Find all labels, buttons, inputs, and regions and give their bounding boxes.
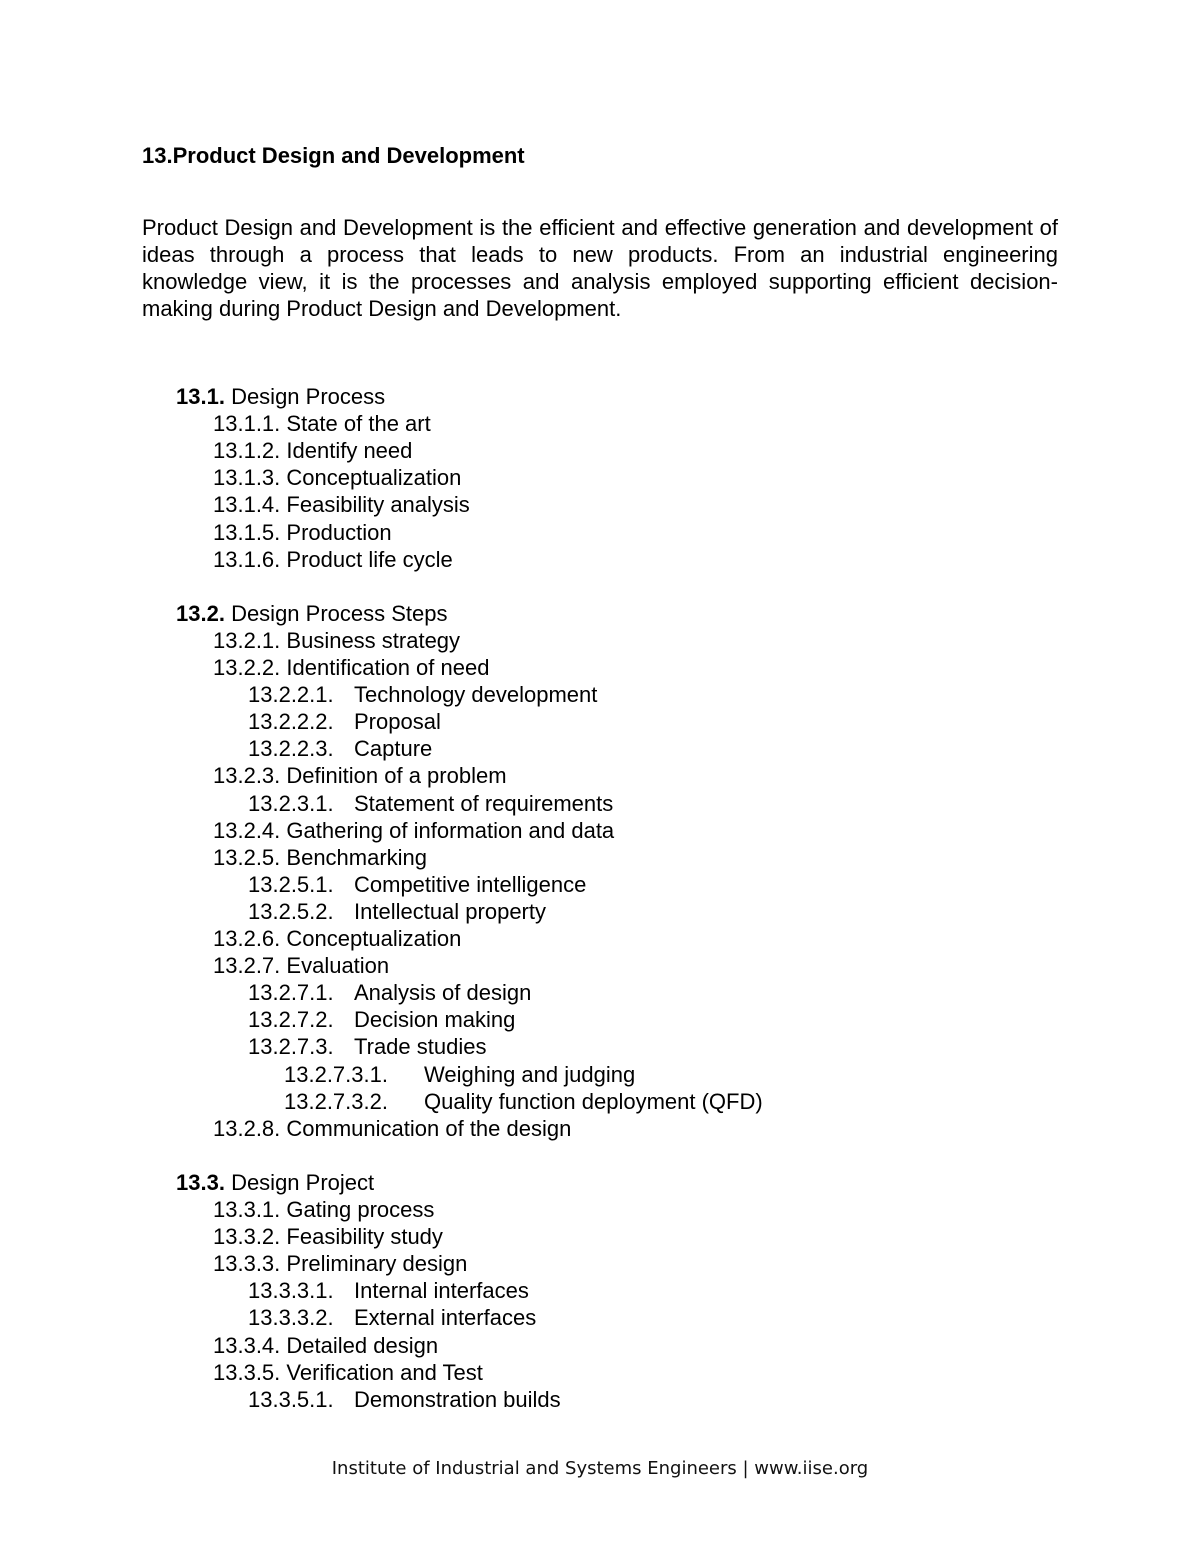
outline-item-level-1 [176, 1169, 374, 1196]
outline-item-level-2 [213, 464, 461, 491]
outline-item-text: Gathering of information and data [286, 818, 615, 843]
outline-item-level-2 [213, 546, 453, 573]
outline-item-text: Quality function deployment (QFD) [424, 1089, 763, 1114]
outline-item-text: Identification of need [286, 655, 490, 680]
outline-item-number: 13.3.1. [213, 1197, 281, 1222]
outline-item-text: Communication of the design [286, 1116, 572, 1141]
outline-item-number: 13.2.7. [213, 953, 281, 978]
outline-item-level-2 [213, 817, 614, 844]
outline-item-text: Business strategy [286, 628, 461, 653]
outline-item-level-3 [248, 681, 597, 708]
outline-item-number: 13.3.5.1. [248, 1387, 334, 1412]
outline-item-level-2 [213, 410, 431, 437]
outline-item-number: 13.2. [176, 601, 225, 626]
outline-item-number: 13.1.6. [213, 547, 281, 572]
outline-item-number: 13.1.1. [213, 411, 281, 436]
outline-item-level-2 [213, 1196, 434, 1223]
outline-item-text: Definition of a problem [286, 763, 507, 788]
outline-item-number: 13.1.2. [213, 438, 281, 463]
outline-item-text: Design Process Steps [231, 601, 448, 626]
outline-item-level-2 [213, 1250, 467, 1277]
outline-item-number: 13.3.3.2. [248, 1305, 334, 1330]
outline-item-level-2 [213, 952, 389, 979]
outline-item-text: Proposal [354, 709, 441, 734]
outline-item-level-2 [213, 844, 427, 871]
outline-item-number: 13.2.2.1. [248, 682, 334, 707]
outline-item-number: 13.2.4. [213, 818, 281, 843]
outline-item-number: 13.2.7.3.1. [284, 1062, 388, 1087]
outline-item-level-3 [248, 735, 432, 762]
outline-item-number: 13.2.7.2. [248, 1007, 334, 1032]
outline-item-level-2 [213, 1359, 483, 1386]
outline-item-level-1 [176, 600, 448, 627]
outline-item-level-2 [213, 925, 461, 952]
outline-item-number: 13.3.4. [213, 1333, 281, 1358]
outline-item-level-3 [248, 979, 531, 1006]
page-footer: Institute of Industrial and Systems Engineers | www.iise.org [331, 1458, 869, 1479]
outline-item-text: Capture [354, 736, 433, 761]
outline-item-text: Statement of requirements [354, 791, 614, 816]
outline-item-number: 13.1.4. [213, 492, 281, 517]
outline-item-text: Weighing and judging [424, 1062, 636, 1087]
outline-item-number: 13.3.3.1. [248, 1278, 334, 1303]
outline-item-number: 13.2.5.2. [248, 899, 334, 924]
outline-item-level-3 [248, 1277, 529, 1304]
outline-item-text: Competitive intelligence [354, 872, 587, 897]
outline-item-text: State of the art [286, 411, 431, 436]
outline-item-level-3 [248, 790, 613, 817]
outline-item-text: Identify need [286, 438, 413, 463]
outline-item-level-1 [176, 383, 385, 410]
outline-item-level-4 [284, 1061, 635, 1088]
outline-item-text: Decision making [354, 1007, 516, 1032]
outline-item-number: 13.1.3. [213, 465, 281, 490]
outline-item-text: Verification and Test [286, 1360, 483, 1385]
outline-item-number: 13.1.5. [213, 520, 281, 545]
outline-item-level-2 [213, 1223, 443, 1250]
outline-item-text: Intellectual property [354, 899, 546, 924]
outline-item-text: Internal interfaces [354, 1278, 529, 1303]
outline-item-level-2 [213, 654, 489, 681]
outline-item-text: Trade studies [354, 1034, 487, 1059]
outline-item-text: Conceptualization [286, 926, 462, 951]
outline-item-number: 13.3.5. [213, 1360, 281, 1385]
outline-item-level-2 [213, 627, 460, 654]
outline-item-level-2 [213, 1332, 438, 1359]
outline-item-level-4 [284, 1088, 763, 1115]
outline-item-level-2 [213, 519, 392, 546]
outline-item-number: 13.2.2. [213, 655, 281, 680]
outline-item-level-3 [248, 1386, 561, 1413]
outline-item-level-3 [248, 1033, 486, 1060]
outline-item-text: Evaluation [286, 953, 390, 978]
outline-item-number: 13.2.7.1. [248, 980, 334, 1005]
outline-item-level-3 [248, 898, 546, 925]
outline-item-number: 13.2.1. [213, 628, 281, 653]
outline-item-level-3 [248, 708, 441, 735]
outline-item-level-3 [248, 1006, 515, 1033]
outline-item-level-3 [248, 871, 586, 898]
outline-item-number: 13.2.2.3. [248, 736, 334, 761]
outline-item-number: 13.2.6. [213, 926, 281, 951]
outline-item-number: 13.2.5. [213, 845, 281, 870]
outline-item-number: 13.2.3. [213, 763, 281, 788]
outline-item-text: Feasibility analysis [286, 492, 470, 517]
outline-item-text: Demonstration builds [354, 1387, 561, 1412]
outline-item-text: Feasibility study [286, 1224, 443, 1249]
outline-item-number: 13.2.3.1. [248, 791, 334, 816]
outline-item-level-2 [213, 437, 412, 464]
outline-item-level-2 [213, 491, 470, 518]
outline-item-level-3 [248, 1304, 536, 1331]
outline-item-text: Gating process [286, 1197, 435, 1222]
outline-item-text: Preliminary design [286, 1251, 468, 1276]
outline-item-text: Production [286, 520, 392, 545]
section-title: 13.Product Design and Development [142, 143, 525, 168]
outline-item-number: 13.2.5.1. [248, 872, 334, 897]
outline-item-text: External interfaces [354, 1305, 537, 1330]
outline-item-number: 13.2.8. [213, 1116, 281, 1141]
outline-item-text: Benchmarking [286, 845, 428, 870]
outline-item-text: Conceptualization [286, 465, 462, 490]
outline-item-text: Technology development [354, 682, 598, 707]
outline-item-number: 13.3.3. [213, 1251, 281, 1276]
outline-item-text: Analysis of design [354, 980, 532, 1005]
outline-item-number: 13.2.2.2. [248, 709, 334, 734]
outline-item-number: 13.3. [176, 1170, 225, 1195]
outline-item-number: 13.1. [176, 384, 225, 409]
outline-item-number: 13.2.7.3.2. [284, 1089, 388, 1114]
outline-item-number: 13.3.2. [213, 1224, 281, 1249]
outline-item-text: Design Process [231, 384, 386, 409]
outline-item-level-2 [213, 762, 507, 789]
outline-item-level-2 [213, 1115, 571, 1142]
section-intro-paragraph: Product Design and Development is the efficient and effective generation and development of ideas through a process that leads to new products. From an industrial engineering knowledge view, it is the processes and analysis employed supporting efficient decision-making during Product Design and Development. [142, 215, 1058, 321]
outline-item-text: Product life cycle [286, 547, 453, 572]
outline-item-text: Design Project [231, 1170, 375, 1195]
outline-item-text: Detailed design [286, 1333, 439, 1358]
outline-item-number: 13.2.7.3. [248, 1034, 334, 1059]
